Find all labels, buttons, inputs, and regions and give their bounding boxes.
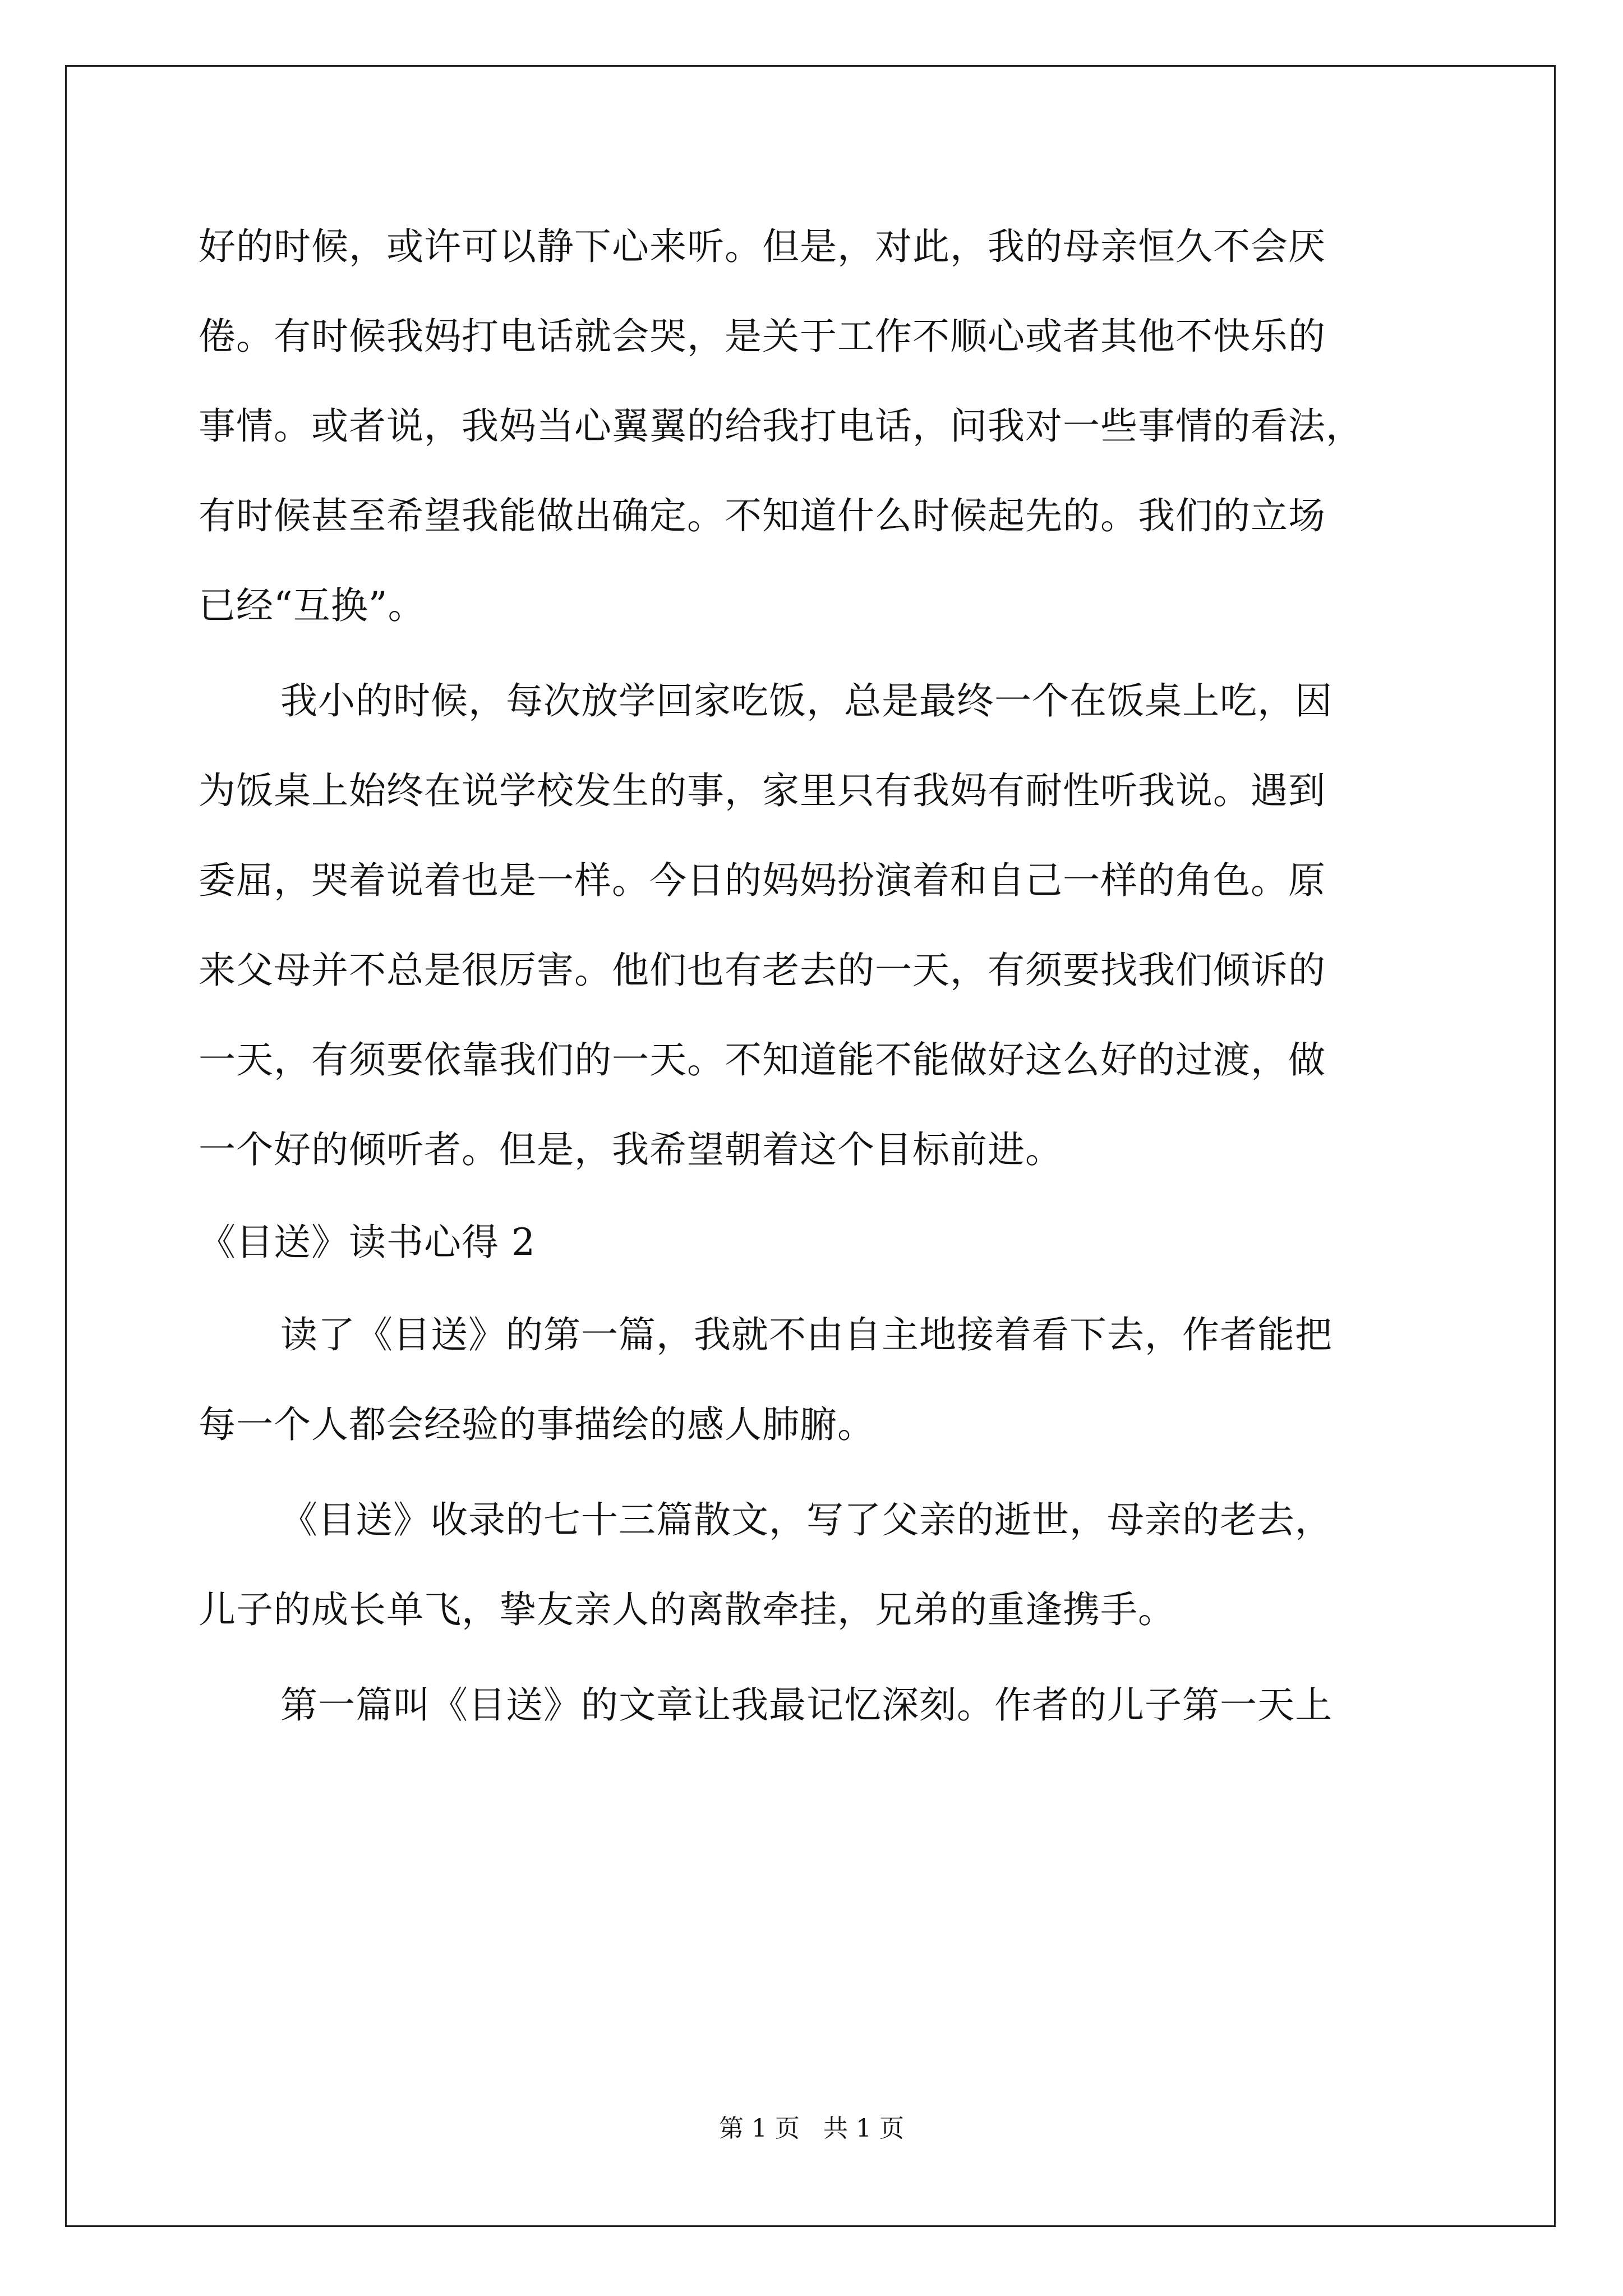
- text-line: 好的时候，或许可以静下心来听。但是，对此，我的母亲恒久不会厌: [199, 225, 1326, 268]
- text-line: 一个好的倾听者。但是，我希望朝着这个目标前进。: [199, 1128, 1063, 1171]
- text-line: 有时候甚至希望我能做出确定。不知道什么时候起先的。我们的立场: [199, 494, 1326, 537]
- text-line: 倦。有时候我妈打电话就会哭，是关于工作不顺心或者其他不快乐的: [199, 315, 1326, 358]
- page-footer: 第 1 页 共 1 页: [719, 2114, 904, 2143]
- text-line: 《目送》收录的七十三篇散文，写了父亲的逝世，母亲的老去，: [280, 1498, 1332, 1542]
- section-heading: 《目送》读书心得 2: [199, 1221, 536, 1264]
- text-line: 读了《目送》的第一篇，我就不由自主地接着看下去，作者能把: [280, 1313, 1332, 1356]
- text-line: 来父母并不总是很厉害。他们也有老去的一天，有须要找我们倾诉的: [199, 949, 1326, 992]
- text-line: 事情。或者说，我妈当心翼翼的给我打电话，问我对一些事情的看法，: [199, 404, 1363, 448]
- text-line: 一天，有须要依靠我们的一天。不知道能不能做好这么好的过渡，做: [199, 1038, 1326, 1082]
- text-line: 每一个人都会经验的事描绘的感人肺腑。: [199, 1403, 875, 1446]
- text-line: 委屈，哭着说着也是一样。今日的妈妈扮演着和自己一样的角色。原: [199, 859, 1326, 902]
- text-line: 已经“互换”。: [199, 584, 426, 627]
- text-line: 为饭桌上始终在说学校发生的事，家里只有我妈有耐性听我说。遇到: [199, 769, 1326, 812]
- text-line: 第一篇叫《目送》的文章让我最记忆深刻。作者的儿子第一天上: [280, 1683, 1332, 1727]
- text-line: 我小的时候，每次放学回家吃饭，总是最终一个在饭桌上吃，因: [280, 679, 1332, 723]
- text-line: 儿子的成长单飞，挚友亲人的离散牵挂，兄弟的重逢携手。: [199, 1588, 1175, 1631]
